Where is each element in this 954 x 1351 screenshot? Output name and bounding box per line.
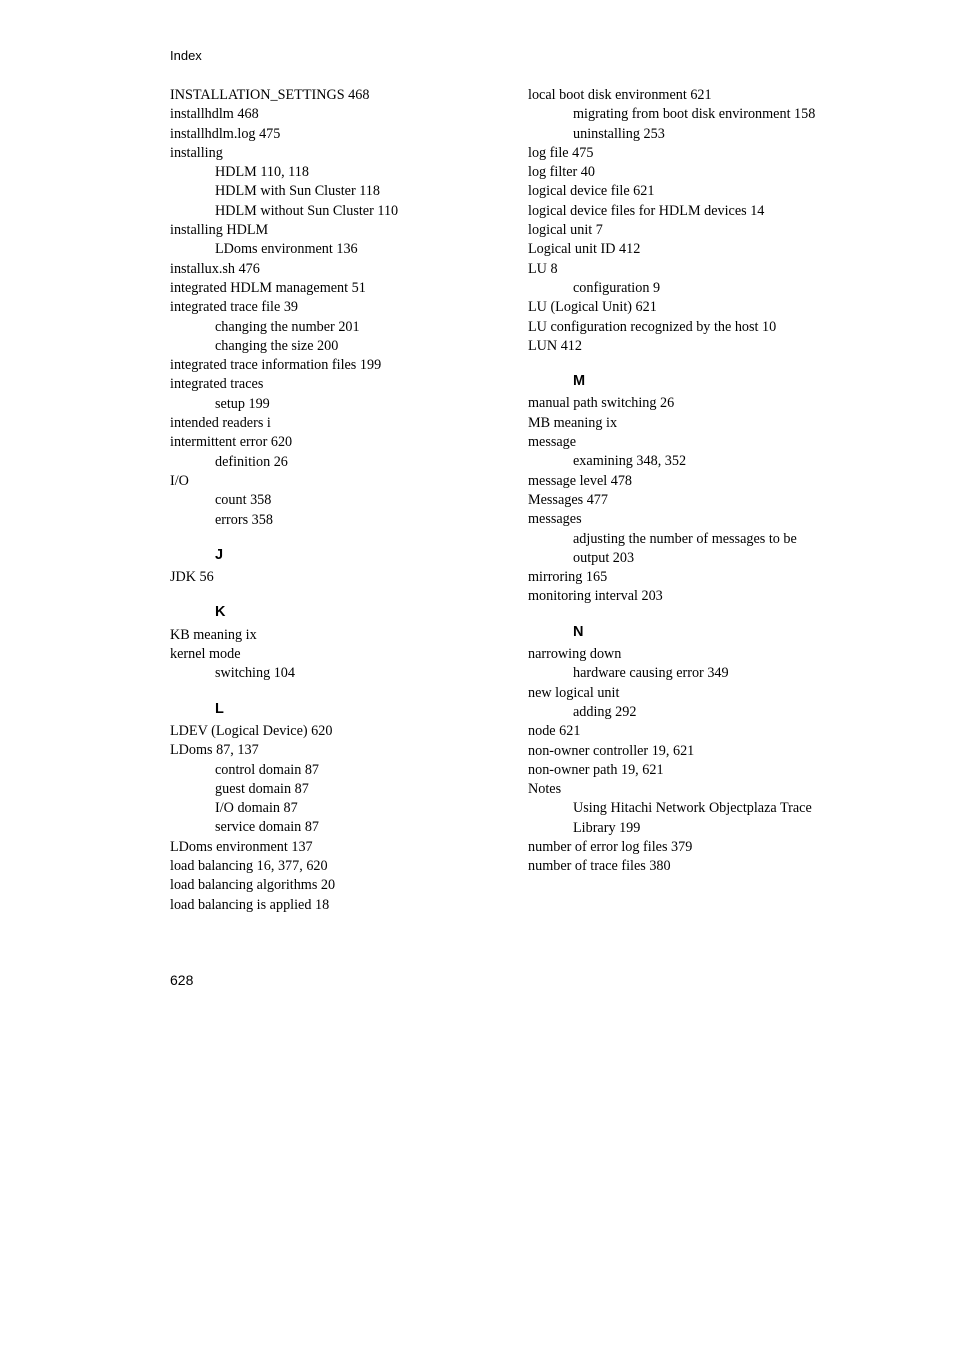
index-entry: manual path switching 26 bbox=[528, 395, 675, 412]
page-number: 628 bbox=[170, 972, 194, 988]
index-entry: I/O bbox=[170, 472, 189, 489]
index-entry: installing HDLM bbox=[170, 222, 269, 239]
index-entry: non-owner controller 19, 621 bbox=[528, 742, 695, 759]
index-entry: Notes bbox=[528, 781, 562, 798]
index-entry: node 621 bbox=[528, 723, 581, 740]
index-entry: LU configuration recognized by the host 10 bbox=[528, 318, 777, 335]
index-entry-continuation: Library 199 bbox=[573, 819, 641, 836]
index-subentry: definition 26 bbox=[215, 453, 288, 470]
index-entry: mirroring 165 bbox=[528, 569, 608, 586]
index-entry: MB meaning ix bbox=[528, 414, 618, 431]
index-entry: installing bbox=[170, 144, 223, 161]
index-subentry: hardware causing error 349 bbox=[573, 665, 729, 682]
index-subentry: HDLM without Sun Cluster 110 bbox=[215, 202, 399, 219]
index-subentry: HDLM with Sun Cluster 118 bbox=[215, 183, 380, 200]
index-subentry: configuration 9 bbox=[573, 279, 661, 296]
index-entry: logical unit 7 bbox=[528, 222, 603, 239]
index-letter-heading: K bbox=[215, 604, 226, 621]
index-subentry: migrating from boot disk environment 158 bbox=[573, 106, 816, 123]
index-entry: KB meaning ix bbox=[170, 626, 257, 643]
index-entry: LU (Logical Unit) 621 bbox=[528, 299, 657, 316]
index-entry: LUN 412 bbox=[528, 337, 582, 354]
index-entry: local boot disk environment 621 bbox=[528, 87, 712, 103]
index-letter-heading: M bbox=[573, 373, 586, 390]
index-entry: integrated trace information files 199 bbox=[170, 357, 382, 374]
index-letter-heading: L bbox=[215, 700, 224, 717]
index-subentry: count 358 bbox=[215, 492, 272, 509]
index-entry: integrated trace file 39 bbox=[170, 299, 299, 316]
index-entry: LDoms 87, 137 bbox=[170, 742, 259, 759]
index-entry: messages bbox=[528, 511, 582, 528]
index-entry: Logical unit ID 412 bbox=[528, 241, 641, 258]
index-entry: load balancing 16, 377, 620 bbox=[170, 857, 328, 874]
index-entry-continuation: output 203 bbox=[573, 549, 635, 566]
index-entry: load balancing is applied 18 bbox=[170, 896, 330, 913]
index-entry: narrowing down bbox=[528, 646, 622, 663]
index-subentry: HDLM 110, 118 bbox=[215, 164, 309, 181]
index-subentry: service domain 87 bbox=[215, 819, 320, 836]
index-subentry: adding 292 bbox=[573, 703, 637, 720]
index-subentry: uninstalling 253 bbox=[573, 125, 665, 142]
index-entry: non-owner path 19, 621 bbox=[528, 761, 664, 778]
index-subentry: I/O domain 87 bbox=[215, 800, 298, 817]
running-head: Index bbox=[170, 48, 202, 63]
index-entry: Messages 477 bbox=[528, 491, 608, 508]
index-entry: message bbox=[528, 434, 577, 451]
index-entry: integrated HDLM management 51 bbox=[170, 279, 366, 296]
index-entry: message level 478 bbox=[528, 472, 633, 489]
index-column-right bbox=[528, 86, 858, 877]
index-entry: installhdlm.log 475 bbox=[170, 125, 281, 142]
index-subentry: guest domain 87 bbox=[215, 780, 309, 797]
index-subentry: adjusting the number of messages to be bbox=[573, 530, 797, 547]
index-entry: installhdlm 468 bbox=[170, 106, 259, 123]
index-entry: JDK 56 bbox=[170, 569, 214, 586]
index-letter-heading: N bbox=[573, 623, 584, 640]
index-entry: new logical unit bbox=[528, 684, 620, 701]
index-subentry: switching 104 bbox=[215, 665, 295, 682]
index-entry: monitoring interval 203 bbox=[528, 588, 663, 605]
index-entry: LU 8 bbox=[528, 260, 558, 277]
index-subentry: changing the size 200 bbox=[215, 337, 339, 354]
index-letter-heading: J bbox=[215, 546, 224, 563]
index-entry: logical device file 621 bbox=[528, 183, 655, 200]
index-subentry: setup 199 bbox=[215, 395, 270, 412]
index-subentry: Using Hitachi Network Objectplaza Trace bbox=[573, 800, 812, 817]
index-entry: intermittent error 620 bbox=[170, 434, 293, 451]
index-entry: integrated traces bbox=[170, 376, 264, 393]
index-entry: LDEV (Logical Device) 620 bbox=[170, 722, 333, 739]
index-entry: logical device files for HDLM devices 14 bbox=[528, 202, 765, 219]
index-column-left bbox=[170, 86, 500, 915]
index-subentry: errors 358 bbox=[215, 511, 273, 528]
index-entry: number of trace files 380 bbox=[528, 858, 671, 875]
index-entry: log file 475 bbox=[528, 144, 594, 161]
index-entry: number of error log files 379 bbox=[528, 838, 693, 855]
index-entry: INSTALLATION_SETTINGS 468 bbox=[170, 87, 370, 103]
index-entry: log filter 40 bbox=[528, 164, 595, 181]
index-entry: load balancing algorithms 20 bbox=[170, 877, 336, 894]
index-entry: kernel mode bbox=[170, 646, 241, 663]
index-entry: LDoms environment 137 bbox=[170, 838, 313, 855]
index-subentry: examining 348, 352 bbox=[573, 453, 687, 470]
index-subentry: changing the number 201 bbox=[215, 318, 360, 335]
index-subentry: LDoms environment 136 bbox=[215, 241, 358, 258]
index-entry: installux.sh 476 bbox=[170, 260, 260, 277]
index-subentry: control domain 87 bbox=[215, 761, 320, 778]
index-entry: intended readers i bbox=[170, 415, 271, 432]
